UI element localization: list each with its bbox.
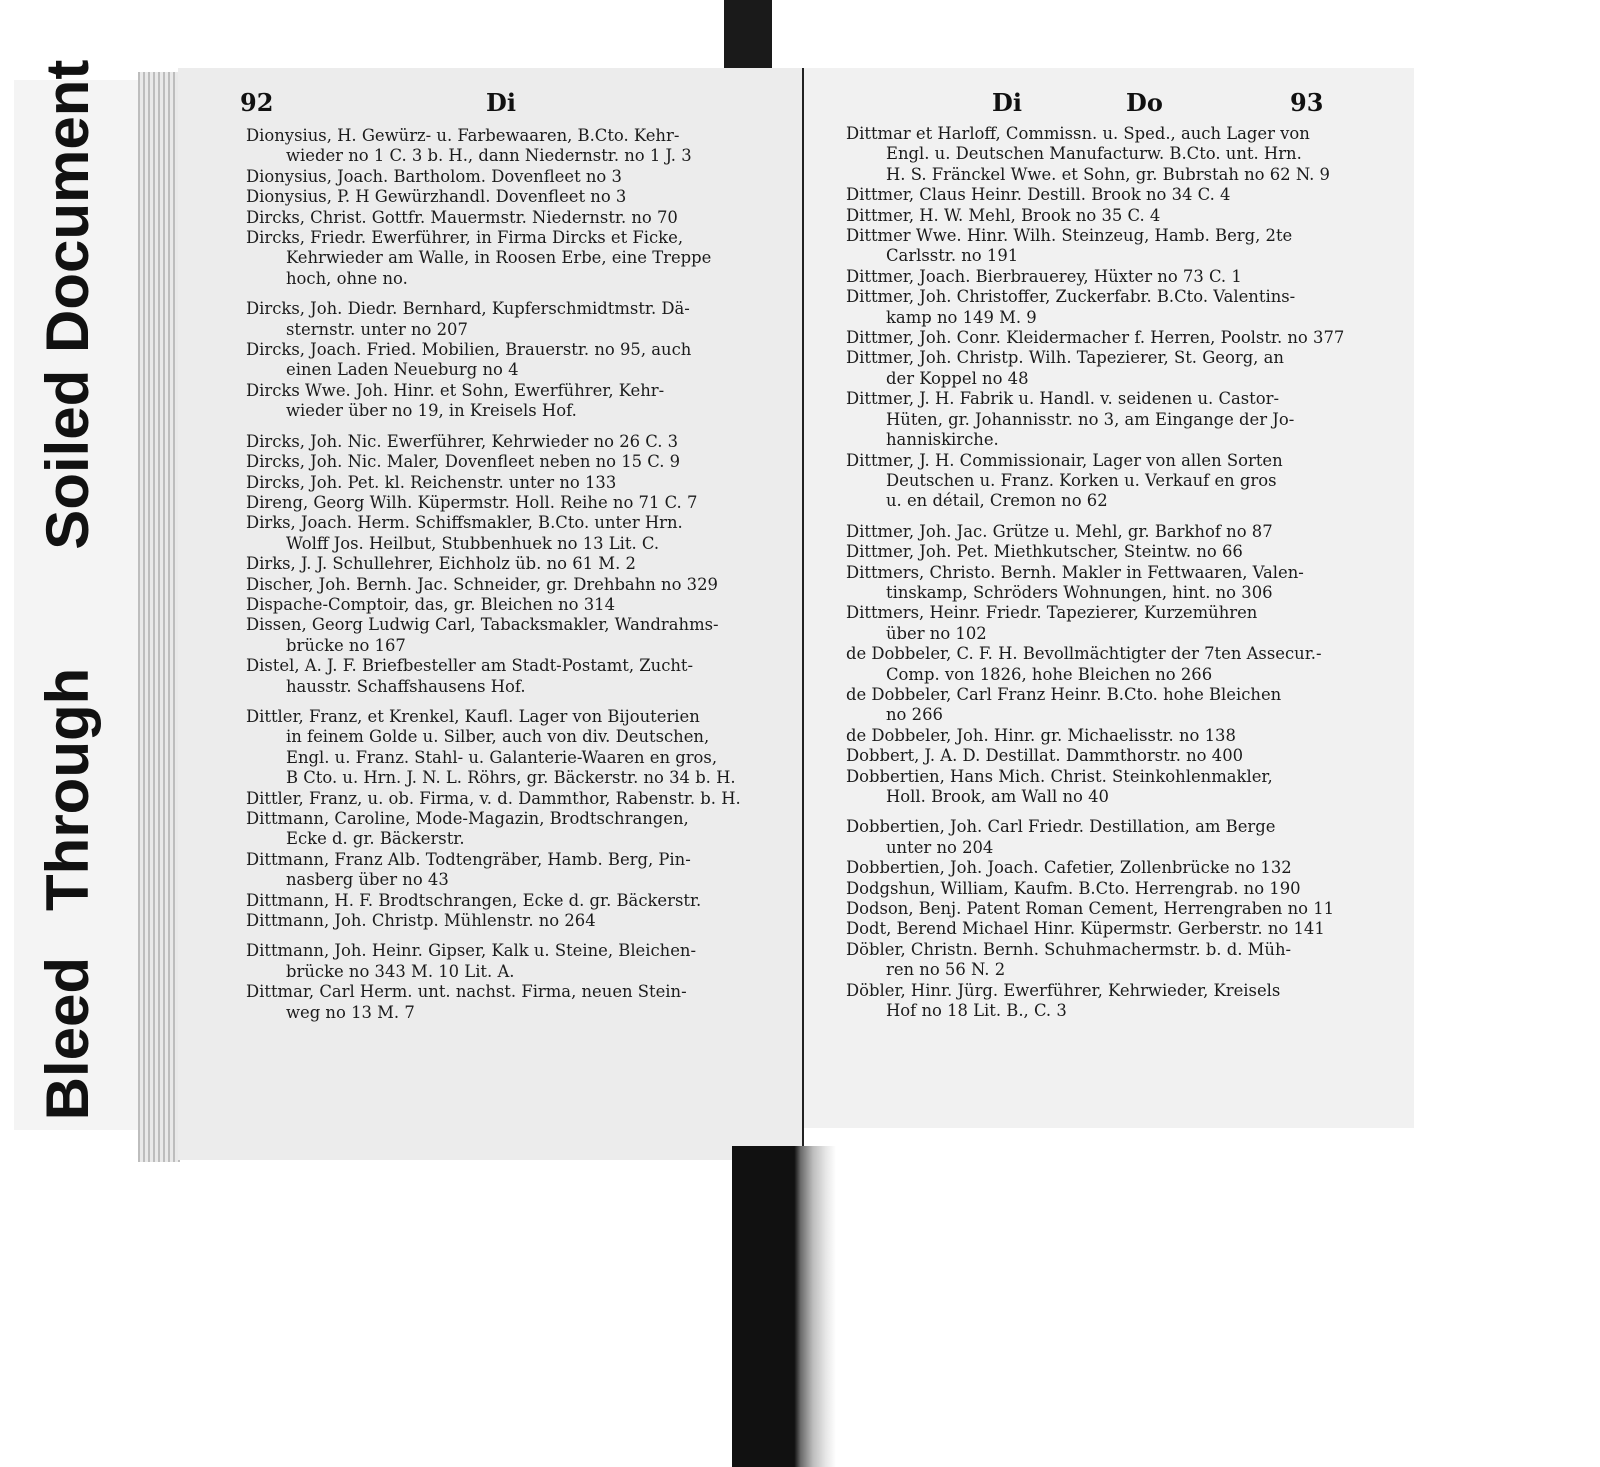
entry-continuation-line: Kehrwieder am Walle, in Roosen Erbe, eine Treppe [286,248,712,268]
side-label-word-3: Soiled Document [34,59,101,550]
entry-line: Discher, Joh. Bernh. Jac. Schneider, gr. Drehbahn no 329 [246,574,718,594]
entry-line: Dobbert, J. A. D. Destillat. Dammthorstr. no 400 [846,746,1244,766]
directory-entry [246,575,741,595]
directory-entry [846,644,1344,685]
entry-line: Dittmer, Claus Heinr. Destill. Brook no 34 C. 4 [846,185,1231,205]
book-spine-bottom [732,1146,836,1467]
directory-entry [246,167,741,187]
entry-continuation-line: no 266 [886,705,943,725]
entry-line: Dirks, J. J. Schullehrer, Eichholz üb. no 61 M. 2 [246,554,636,574]
side-label-word-2: Through [34,667,101,911]
entry-line: Dissen, Georg Ludwig Carl, Tabacksmakler, Wandrahms- [246,615,719,635]
directory-entry [846,685,1344,726]
directory-entry [246,208,741,228]
entry-line: Dionysius, H. Gewürz- u. Farbewaaren, B.Cto. Kehr- [246,126,680,145]
entry-continuation-line: Hüten, gr. Johannisstr. no 3, am Eingange der Jo- [886,409,1295,429]
directory-entry [246,809,741,850]
entry-line: Direng, Georg Wilh. Küpermstr. Holl. Reihe no 71 C. 7 [246,492,698,512]
entry-line: Dispache-Comptoir, das, gr. Bleichen no 314 [246,594,616,614]
entry-line: Dionysius, Joach. Bartholom. Dovenfleet no 3 [246,166,622,186]
directory-entry [246,850,741,891]
entry-line: Döbler, Hinr. Jürg. Ewerführer, Kehrwieder, Kreisels [846,980,1281,1000]
directory-entry [846,767,1344,808]
left-page-number: 92 [240,88,274,117]
directory-entry [846,522,1344,542]
directory-entry [846,981,1344,1022]
entry-continuation-line: wieder no 1 C. 3 b. H., dann Niedernstr. no 1 J. 3 [286,146,692,166]
directory-entry [246,789,741,809]
right-page-heading-left: Di [992,88,1022,117]
directory-entry [246,187,741,207]
entry-continuation-line: brücke no 343 M. 10 Lit. A. [286,961,515,981]
directory-entry [246,554,741,574]
entry-continuation-line: Wolff Jos. Heilbut, Stubbenhuek no 13 Lit. C. [286,533,660,553]
entry-continuation-line: B Cto. u. Hrn. J. N. L. Röhrs, gr. Bäckerstr. no 34 b. H. [286,768,736,788]
directory-entry [846,348,1344,389]
directory-entry [246,299,741,340]
entry-line: Dobbertien, Joh. Joach. Cafetier, Zollenbrücke no 132 [846,858,1292,878]
entry-continuation-line: der Koppel no 48 [886,368,1029,388]
directory-entry [846,389,1344,450]
directory-entry [246,452,741,472]
directory-entry [246,941,741,982]
directory-entry [846,287,1344,328]
directory-entry [246,493,741,513]
entry-line: Dircks, Joh. Nic. Ewerführer, Kehrwieder no 26 C. 3 [246,431,679,451]
entry-line: Dircks, Joh. Pet. kl. Reichenstr. unter no 133 [246,472,617,492]
directory-entry [246,432,741,452]
directory-entry [846,542,1344,562]
entry-line: Dodson, Benj. Patent Roman Cement, Herrengraben no 11 [846,899,1335,919]
entry-line: Dobbertien, Joh. Carl Friedr. Destillation, am Berge [846,817,1276,837]
entry-line: Dittmar et Harloff, Commissn. u. Sped., auch Lager von [846,124,1310,143]
side-label-text [34,59,101,1121]
directory-entry [246,615,741,656]
directory-entry [846,919,1344,939]
entry-line: Dittmer, Joh. Christoffer, Zuckerfabr. B.Cto. Valentins- [846,287,1296,307]
entry-line: Dittmers, Christo. Bernh. Makler in Fettwaaren, Valen- [846,562,1304,582]
entry-line: Dittmann, Joh. Heinr. Gipser, Kalk u. Steine, Bleichen- [246,941,697,961]
entry-line: Dittmer, Joh. Christp. Wilh. Tapezierer, St. Georg, an [846,348,1284,368]
entry-line: Dittmann, Caroline, Mode-Magazin, Brodtschrangen, [246,809,689,828]
entry-line: Dionysius, P. H Gewürzhandl. Dovenfleet no 3 [246,187,627,207]
entry-line: Dittmer, Joh. Conr. Kleidermacher f. Herren, Poolstr. no 377 [846,328,1345,348]
directory-entry [846,451,1344,512]
directory-entry [846,267,1344,287]
entry-continuation-line: wieder über no 19, in Kreisels Hof. [286,401,577,421]
entry-continuation-line: ren no 56 N. 2 [886,960,1006,980]
entry-line: Dircks, Joh. Nic. Maler, Dovenfleet neben no 15 C. 9 [246,452,681,472]
entry-continuation-line: über no 102 [886,623,987,643]
book-spine-top [724,0,772,72]
entry-continuation-line: Carlsstr. no 191 [886,246,1019,266]
directory-entry [846,817,1344,858]
entry-line: Distel, A. J. F. Briefbesteller am Stadt-Postamt, Zucht- [246,656,694,676]
entry-line: Dircks, Christ. Gottfr. Mauermstr. Niedernstr. no 70 [246,207,678,227]
entry-line: Dittmer, Joh. Jac. Grütze u. Mehl, gr. Barkhof no 87 [846,521,1273,541]
right-page-number: 93 [1290,88,1324,117]
directory-entry [846,879,1344,899]
directory-entry [846,185,1344,205]
entry-line: Dircks, Friedr. Ewerführer, in Firma Dircks et Ficke, [246,228,684,248]
directory-entry [246,707,741,789]
directory-entry [846,603,1344,644]
entry-continuation-line: Deutschen u. Franz. Korken u. Verkauf en gros [886,470,1277,490]
entry-line: Dittmer, Joh. Pet. Miethkutscher, Steintw. no 66 [846,542,1243,562]
right-entries-list [846,124,1344,1021]
entry-line: Döbler, Christn. Bernh. Schuhmachermstr. b. d. Müh- [846,939,1292,959]
entry-line: Dittmer, J. H. Commissionair, Lager von allen Sorten [846,450,1283,470]
entry-continuation-line: Comp. von 1826, hohe Bleichen no 266 [886,664,1213,684]
entry-continuation-line: u. en détail, Cremon no 62 [886,491,1108,511]
entry-continuation-line: brücke no 167 [286,635,406,655]
entry-continuation-line: Hof no 18 Lit. B., C. 3 [886,1001,1067,1021]
entry-line: Dittmann, Franz Alb. Todtengräber, Hamb. Berg, Pin- [246,849,691,869]
entry-continuation-line: sternstr. unter no 207 [286,319,468,339]
directory-entry [246,891,741,911]
directory-entry [246,595,741,615]
entry-continuation-line: Engl. u. Franz. Stahl- u. Galanterie-Waaren en gros, [286,747,718,767]
entry-line: Dittmann, H. F. Brodtschrangen, Ecke d. gr. Bäckerstr. [246,890,702,910]
entry-continuation-line: hanniskirche. [886,430,999,450]
directory-entry [246,911,741,931]
right-page [804,68,1414,1128]
entry-continuation-line: Holl. Brook, am Wall no 40 [886,787,1109,806]
entry-continuation-line: Ecke d. gr. Bäckerstr. [286,829,465,849]
entry-continuation-line: einen Laden Neueburg no 4 [286,360,519,380]
entry-line: Dittmer Wwe. Hinr. Wilh. Steinzeug, Hamb. Berg, 2te [846,226,1293,246]
left-page-heading: Di [486,88,516,117]
directory-entry [246,656,741,697]
entry-continuation-line: in feinem Golde u. Silber, auch von div. Deutschen, [286,727,710,747]
side-label-word-1: Bleed [34,956,101,1121]
entry-continuation-line: H. S. Fränckel Wwe. et Sohn, gr. Bubrstah no 62 N. 9 [886,164,1330,184]
entry-continuation-line: hausstr. Schaffshausens Hof. [286,676,526,696]
entry-line: Dobbertien, Hans Mich. Christ. Steinkohlenmakler, [846,766,1273,786]
directory-entry [846,940,1344,981]
left-page [178,68,804,1160]
directory-entry [846,563,1344,604]
directory-entry [846,726,1344,746]
directory-entry [246,381,741,422]
directory-entry [246,513,741,554]
entry-line: Dodgshun, William, Kaufm. B.Cto. Herrengrab. no 190 [846,878,1301,898]
left-entries-list [246,126,741,1023]
entry-line: Dittler, Franz, et Krenkel, Kaufl. Lager von Bijouterien [246,706,700,726]
directory-entry [246,982,741,1023]
entry-line: Dodt, Berend Michael Hinr. Küpermstr. Gerberstr. no 141 [846,919,1325,939]
right-page-heading-right: Do [1126,88,1163,117]
directory-entry [846,206,1344,226]
entry-line: Dittmer, Joach. Bierbrauerey, Hüxter no 73 C. 1 [846,266,1242,286]
entry-continuation-line: tinskamp, Schröders Wohnungen, hint. no 306 [886,582,1273,602]
entry-continuation-line: nasberg über no 43 [286,870,449,890]
entry-line: de Dobbeler, Carl Franz Heinr. B.Cto. hohe Bleichen [846,684,1282,704]
entry-continuation-line: Engl. u. Deutschen Manufacturw. B.Cto. unt. Hrn. [886,144,1302,164]
entry-line: de Dobbeler, Joh. Hinr. gr. Michaelisstr. no 138 [846,725,1236,745]
entry-continuation-line: weg no 13 M. 7 [286,1002,415,1022]
entry-line: Dittmar, Carl Herm. unt. nachst. Firma, neuen Stein- [246,982,687,1002]
entry-line: Dittmer, J. H. Fabrik u. Handl. v. seidenen u. Castor- [846,389,1280,409]
book-page-edges [138,72,180,1162]
directory-entry [846,899,1344,919]
directory-entry [846,746,1344,766]
directory-entry [846,226,1344,267]
directory-entry [846,328,1344,348]
directory-entry [246,340,741,381]
entry-line: Dittmers, Heinr. Friedr. Tapezierer, Kurzemühren [846,603,1258,623]
entry-line: Dirks, Joach. Herm. Schiffsmakler, B.Cto. unter Hrn. [246,513,683,533]
entry-line: Dittmer, H. W. Mehl, Brook no 35 C. 4 [846,205,1161,225]
directory-entry [246,473,741,493]
directory-entry [846,124,1344,185]
entry-line: Dittmann, Joh. Christp. Mühlenstr. no 264 [246,911,596,931]
entry-line: Dircks, Joach. Fried. Mobilien, Brauerstr. no 95, auch [246,340,692,360]
entry-continuation-line: hoch, ohne no. [286,268,408,288]
directory-entry [246,228,741,289]
entry-line: de Dobbeler, C. F. H. Bevollmächtigter der 7ten Assecur.- [846,644,1322,664]
directory-entry [846,858,1344,878]
entry-continuation-line: unter no 204 [886,837,994,857]
entry-continuation-line: kamp no 149 M. 9 [886,307,1037,327]
directory-entry [246,126,741,167]
entry-line: Dittler, Franz, u. ob. Firma, v. d. Dammthor, Rabenstr. b. H. [246,788,741,808]
entry-line: Dircks Wwe. Joh. Hinr. et Sohn, Ewerführer, Kehr- [246,380,665,400]
entry-line: Dircks, Joh. Diedr. Bernhard, Kupferschmidtmstr. Dä- [246,299,690,319]
